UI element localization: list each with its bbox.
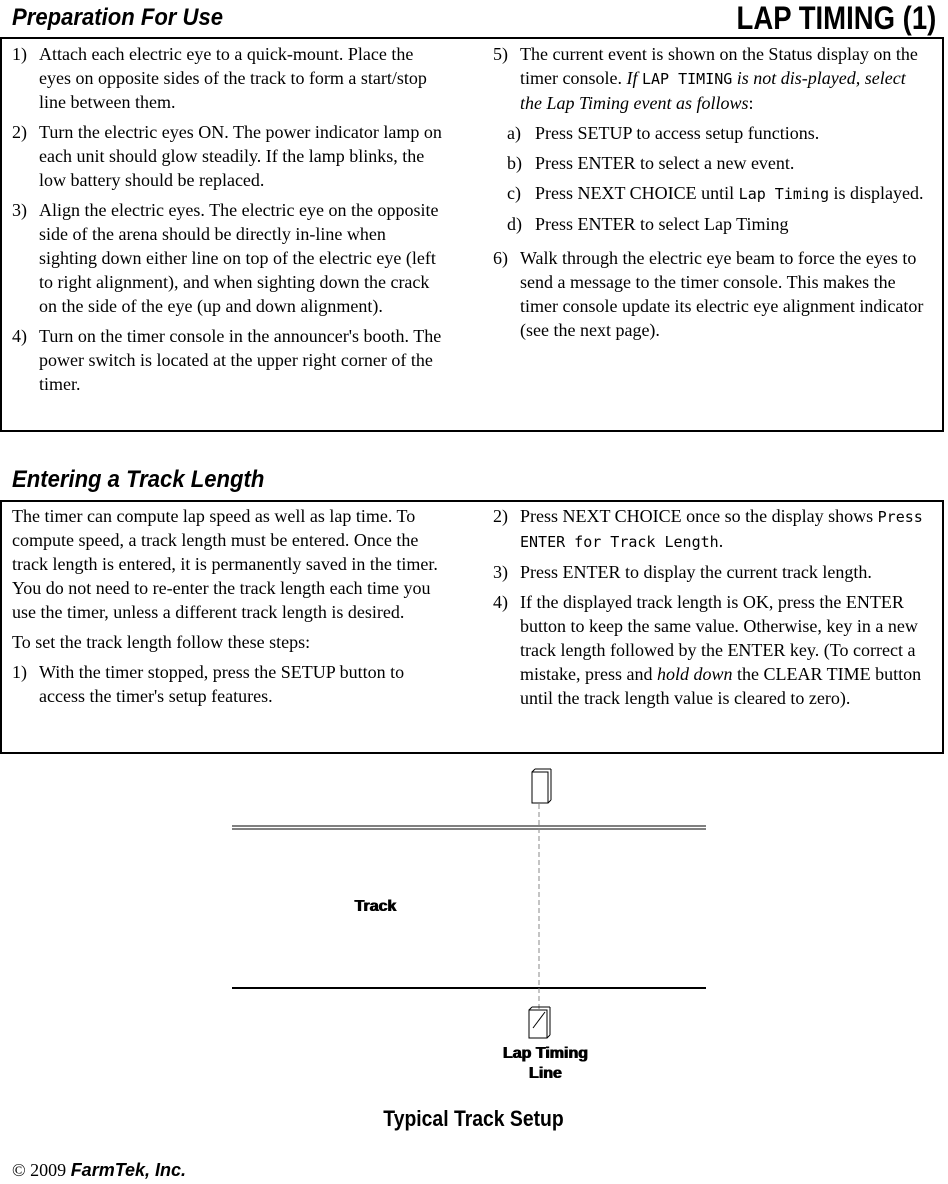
prep-step-1: 1) Attach each electric eye to a quick-mount. Place the eyes on opposite sides of the track to form a start/stop line between them. [12,44,427,112]
track-step-4: 4) If the displayed track length is OK, press the ENTER button to keep the same value. Otherwise, key in a new track length followed by the ENTER key. (To correct a mistake, press and hold down the CLEAR TIME button until the track length value is cleared to zero). [493,592,922,708]
prep-step-5: 5) The current event is shown on the Status display on the timer console. If LAP TIMING is not dis-played, select the Lap Timing event as follows: [493,44,918,113]
copyright-text: © 2009 [12,1160,71,1180]
prep-step-6: 6) Walk through the electric eye beam to force the eyes to send a message to the timer console. This makes the timer console update its electric eye alignment indicator (see the next page). [493,248,924,340]
prep-step-2: 2) Turn the electric eyes ON. The power indicator lamp on each unit should glow steadily. If the lamp blinks, the low battery should be replaced. [12,122,442,190]
track-length-steps-intro: To set the track length follow these steps: [12,632,311,652]
preparation-right-column [493,42,929,342]
prep-substep-d: d) Press ENTER to select Lap Timing [507,214,789,234]
electric-eye-top-icon [532,769,551,803]
track-step-1: 1) With the timer stopped, press the SETUP button to access the timer's setup features. [12,662,405,706]
track-setup-diagram [0,760,948,1100]
prep-step-4: 4) Turn on the timer console in the announcer's booth. The power switch is located at the upper right corner of the timer. [12,326,442,394]
track-step-2: 2) Press NEXT CHOICE once so the display shows Press ENTER for Track Length. [493,506,923,551]
track-inner-edge [232,826,706,829]
track-length-right-column [493,504,939,710]
preparation-left-column [12,42,448,396]
company-name: FarmTek, Inc. [70,1160,187,1180]
page-title: LAP TIMING (1) [736,0,936,36]
lap-timing-line-label-2: Line [528,1065,562,1082]
section-title-preparation: Preparation For Use [12,4,224,31]
prep-substep-b: b) Press ENTER to select a new event. [507,153,795,173]
electric-eye-bottom-icon [529,1007,550,1038]
prep-substep-c: c) Press NEXT CHOICE until Lap Timing is displayed. [507,183,924,203]
track-label: Track [354,898,396,915]
prep-step-3: 3) Align the electric eyes. The electric eye on the opposite side of the arena should be directly in-line when sighting down either line on top of the electric eye (left to right alignment), and when sighting down the crack on the side of the eye (up and down alignment). [12,200,439,316]
footer [12,1160,186,1181]
track-step-3: 3) Press ENTER to display the current track length. [493,562,872,582]
diagram-caption: Typical Track Setup [383,1106,565,1131]
prep-substep-a: a) Press SETUP to access setup functions. [507,123,820,143]
lap-timing-line-label [480,1044,610,1084]
track-length-intro: The timer can compute lap speed as well as lap time. To compute speed, a track length must be entered. Once the track length is entered, it is permanently saved in the timer. You do not need to re-enter the track length each time you use the timer, unless a different track length is desired. [12,506,438,622]
section-title-track-length: Entering a Track Length [12,466,265,493]
track-length-left-column [12,504,448,708]
lap-timing-line-label-1: Lap Timing [502,1045,588,1062]
